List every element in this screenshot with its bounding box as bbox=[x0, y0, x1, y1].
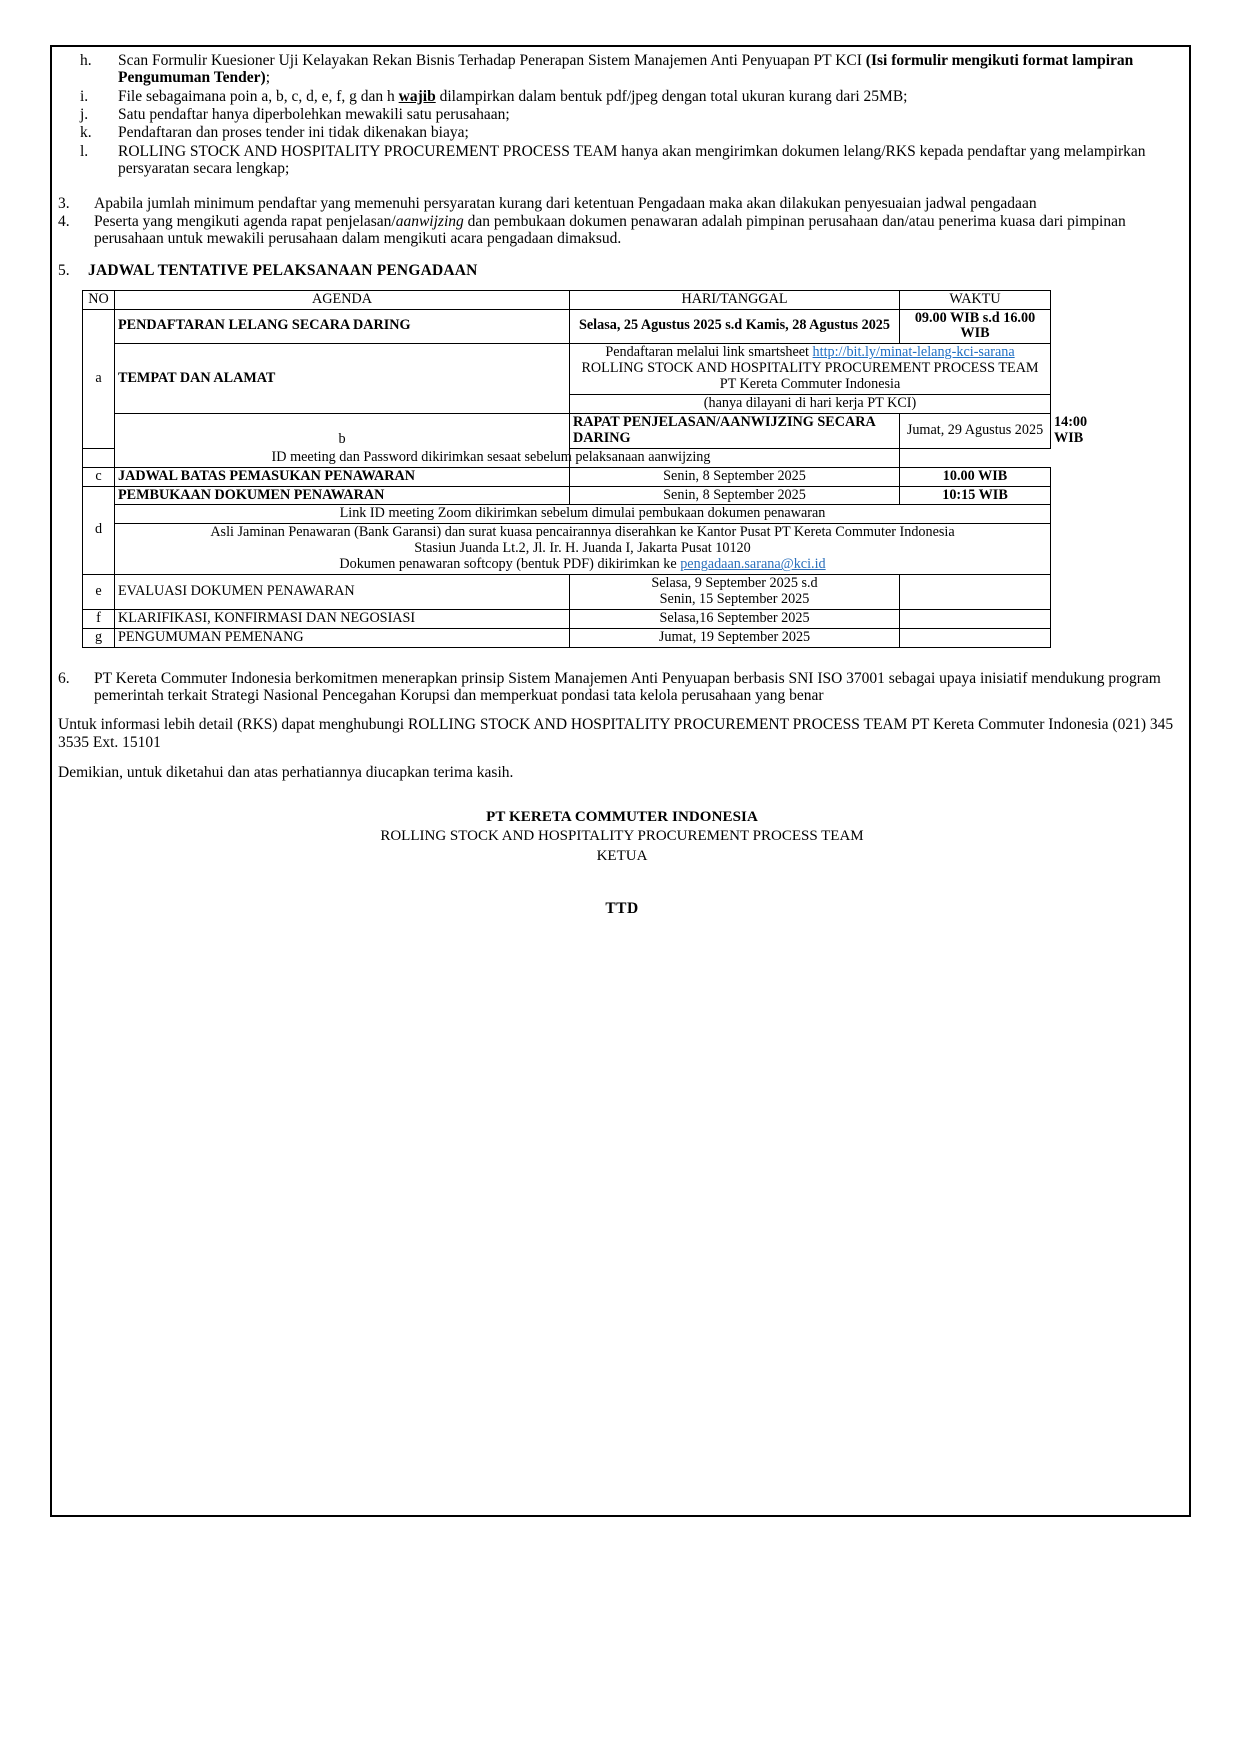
section-title: JADWAL TENTATIVE PELAKSANAAN PENGADAAN bbox=[88, 261, 478, 279]
table-row bbox=[83, 609, 1051, 628]
cell-waktu-evaluasi bbox=[900, 575, 1051, 610]
text-bold: (Isi formulir mengikuti format lampiran Pengumuman Tender) bbox=[118, 52, 1134, 87]
column-header-waktu: WAKTU bbox=[900, 290, 1051, 309]
signature-placeholder: TTD bbox=[605, 900, 639, 918]
list-item-text bbox=[118, 52, 1186, 87]
signoff-company: PT KERETA COMMUTER INDONESIA bbox=[486, 808, 758, 825]
table-row bbox=[83, 344, 1051, 395]
column-header-agenda: AGENDA bbox=[115, 290, 570, 309]
text-post: dilampirkan dalam bentuk pdf/jpeg dengan total ukuran kurang dari 25MB; bbox=[435, 87, 908, 105]
cell-waktu-pengumuman-pemenang bbox=[900, 628, 1051, 647]
list-item bbox=[58, 124, 1186, 141]
list-item-text: PT Kereta Commuter Indonesia berkomitmen menerapkan prinsip Sistem Manajemen Anti Penyuapan berbasis SNI ISO 37001 sebagai upaya inisiatif mendukung program pemerintah terkait Strategi Nasional Pencegahan Korupsi dan memperkuat pondasi tata kelola perusahaan yang benar bbox=[94, 669, 1161, 705]
detail-prefix: Pendaftaran melalui link smartsheet bbox=[605, 344, 813, 361]
cell-waktu-pembukaan-dokumen: 10:15 WIB bbox=[900, 486, 1051, 505]
table-row: b RAPAT PENJELASAN/AANWIJZING SECARA DARING Jumat, 29 Agustus 2025 14:00 WIB bbox=[83, 413, 1051, 448]
list-item-marker: h. bbox=[80, 52, 92, 69]
table-row bbox=[83, 467, 1051, 486]
cell-agenda-aanwijzing: RAPAT PENJELASAN/AANWIJZING SECARA DARING bbox=[570, 413, 900, 448]
note-line-3 bbox=[118, 557, 1047, 573]
list-item-marker: 3. bbox=[58, 194, 70, 212]
detail-line-1 bbox=[573, 345, 1047, 361]
list-item bbox=[58, 143, 1186, 178]
list-item bbox=[58, 106, 1186, 123]
row-letter-g: g bbox=[83, 628, 115, 647]
table-row bbox=[83, 486, 1051, 505]
section-heading-jadwal bbox=[58, 262, 1186, 280]
list-item-text: Satu pendaftar hanya diperbolehkan mewakili satu perusahaan; bbox=[118, 106, 510, 124]
table-row bbox=[83, 505, 1051, 524]
list-item-text: Apabila jumlah minimum pendaftar yang memenuhi persyaratan kurang dari ketentuan Pengadaan maka akan dilakukan penyesuaian jadwal pengadaan bbox=[94, 194, 1037, 212]
list-item-marker: i. bbox=[80, 87, 89, 105]
schedule-table bbox=[82, 290, 1088, 648]
cell-tanggal-evaluasi bbox=[570, 575, 900, 610]
cell-note-jaminan-penawaran bbox=[115, 524, 1051, 575]
text-pre: Peserta yang mengikuti agenda rapat penjelasan/ bbox=[94, 212, 396, 230]
cell-tanggal-pendaftaran: Selasa, 25 Agustus 2025 s.d Kamis, 28 Agustus 2025 bbox=[570, 309, 900, 344]
detail-line-2: ROLLING STOCK AND HOSPITALITY PROCUREMENT PROCESS TEAM PT Kereta Commuter Indonesia bbox=[581, 360, 1039, 393]
row-letter-e: e bbox=[83, 575, 115, 610]
schedule-table-wrapper bbox=[82, 290, 1176, 648]
list-item-marker: 6. bbox=[58, 669, 70, 687]
signoff-block bbox=[58, 808, 1186, 867]
signoff-role: KETUA bbox=[596, 847, 648, 864]
list-item-text bbox=[94, 213, 1186, 248]
list-item bbox=[58, 52, 1186, 87]
table-header-row bbox=[83, 290, 1051, 309]
table-row bbox=[83, 575, 1051, 610]
section-marker: 5. bbox=[58, 261, 70, 279]
text-italic: aanwijzing bbox=[395, 212, 464, 230]
text-underline-bold: wajib bbox=[398, 87, 436, 105]
numbered-items-list bbox=[58, 195, 1186, 248]
cell-tanggal-klarifikasi: Selasa,16 September 2025 bbox=[570, 609, 900, 628]
row-letter-a: a bbox=[83, 309, 115, 448]
table-row bbox=[83, 309, 1051, 344]
cell-agenda-pendaftaran: PENDAFTARAN LELANG SECARA DARING bbox=[115, 309, 570, 344]
list-item-marker: k. bbox=[80, 124, 92, 142]
list-item-text: ROLLING STOCK AND HOSPITALITY PROCUREMENT PROCESS TEAM hanya akan mengirimkan dokumen lelang/RKS kepada pendaftar yang melampirkan persyaratan secara lengkap; bbox=[118, 142, 1146, 178]
text-tail: ; bbox=[265, 69, 271, 87]
cell-agenda-klarifikasi: KLARIFIKASI, KONFIRMASI DAN NEGOSIASI bbox=[115, 609, 570, 628]
list-item bbox=[58, 88, 1186, 105]
registration-link[interactable]: http://bit.ly/minat-lelang-kci-sarana bbox=[812, 344, 1015, 361]
list-item-marker: j. bbox=[80, 106, 89, 124]
column-header-no: NO bbox=[83, 290, 115, 309]
document-content bbox=[58, 52, 1186, 918]
cell-note-aanwijzing: ID meeting dan Password dikirimkan sesaat sebelum pelaksanaan aanwijzing bbox=[83, 448, 900, 467]
list-item-marker: 4. bbox=[58, 212, 70, 230]
table-row bbox=[83, 448, 1051, 467]
column-header-hari-tanggal: HARI/TANGGAL bbox=[570, 290, 900, 309]
sub-items-list bbox=[58, 52, 1186, 178]
row-letter-b: b bbox=[115, 413, 570, 467]
cell-waktu-batas-penawaran: 10.00 WIB bbox=[900, 467, 1051, 486]
list-item bbox=[58, 213, 1186, 248]
row-letter-f: f bbox=[83, 609, 115, 628]
cell-agenda-pengumuman-pemenang: PENGUMUMAN PEMENANG bbox=[115, 628, 570, 647]
cell-detail-pendaftaran bbox=[570, 344, 1051, 395]
row-letter-c: c bbox=[83, 467, 115, 486]
text-pre: File sebagaimana poin a, b, c, d, e, f, g dan h bbox=[118, 87, 399, 105]
note-line-2: Stasiun Juanda Lt.2, Jl. Ir. H. Juanda I, Jakarta Pusat 10120 bbox=[414, 540, 751, 557]
list-item-text: Pendaftaran dan proses tender ini tidak dikenakan biaya; bbox=[118, 124, 469, 142]
table-row bbox=[83, 628, 1051, 647]
list-item-marker: l. bbox=[80, 142, 89, 160]
row-letter-d: d bbox=[83, 486, 115, 575]
email-link[interactable]: pengadaan.sarana@kci.id bbox=[680, 556, 826, 573]
signoff-team: ROLLING STOCK AND HOSPITALITY PROCUREMENT PROCESS TEAM bbox=[380, 828, 864, 845]
contact-info-paragraph: Untuk informasi lebih detail (RKS) dapat menghubungi ROLLING STOCK AND HOSPITALITY PROCUREMENT PROCESS TEAM PT Kereta Commuter Indonesia (021) 345 3535 Ext. 15101 bbox=[58, 716, 1174, 752]
cell-waktu-pendaftaran: 09.00 WIB s.d 16.00 WIB bbox=[900, 309, 1051, 344]
text-post: dan pembukaan dokumen penawaran adalah pimpinan perusahaan dan/atau penerima kuasa dari pimpinan perusahaan untuk mewakili perusahaan dalam mengikuti acara pengadaan dimaksud. bbox=[94, 212, 1126, 248]
cell-agenda-evaluasi: EVALUASI DOKUMEN PENAWARAN bbox=[115, 575, 570, 610]
cell-tanggal-pengumuman-pemenang: Jumat, 19 September 2025 bbox=[570, 628, 900, 647]
cell-agenda-tempat-alamat: TEMPAT DAN ALAMAT bbox=[115, 344, 570, 414]
note-prefix: Dokumen penawaran softcopy (bentuk PDF) dikirimkan ke bbox=[339, 556, 681, 573]
list-item bbox=[58, 195, 1186, 212]
cell-note-zoom-link: Link ID meeting Zoom dikirimkan sebelum dimulai pembukaan dokumen penawaran bbox=[115, 505, 1051, 524]
cell-agenda-pembukaan-dokumen: PEMBUKAAN DOKUMEN PENAWARAN bbox=[115, 486, 570, 505]
list-item-text bbox=[118, 88, 1186, 105]
text-plain: Scan Formulir Kuesioner Uji Kelayakan Rekan Bisnis Terhadap Penerapan Sistem Manajemen Anti Penyuapan PT KCI bbox=[118, 52, 866, 69]
thanks-paragraph: Demikian, untuk diketahui dan atas perhatiannya diucapkan terima kasih. bbox=[58, 764, 514, 782]
tanggal-line-2: Senin, 15 September 2025 bbox=[659, 591, 810, 607]
tanggal-line-1: Selasa, 9 September 2025 s.d bbox=[651, 575, 818, 592]
list-item bbox=[58, 670, 1186, 705]
cell-note-hari-kerja: (hanya dilayani di hari kerja PT KCI) bbox=[570, 395, 1051, 414]
cell-tanggal-batas-penawaran: Senin, 8 September 2025 bbox=[570, 467, 900, 486]
table-row bbox=[83, 524, 1051, 575]
cell-tanggal-pembukaan-dokumen: Senin, 8 September 2025 bbox=[570, 486, 900, 505]
cell-tanggal-aanwijzing: Jumat, 29 Agustus 2025 bbox=[900, 413, 1051, 448]
cell-waktu-klarifikasi bbox=[900, 609, 1051, 628]
cell-agenda-batas-penawaran: JADWAL BATAS PEMASUKAN PENAWARAN bbox=[115, 467, 570, 486]
note-line-1: Asli Jaminan Penawaran (Bank Garansi) dan surat kuasa pencairannya diserahkan ke Kantor Pusat PT Kereta Commuter Indonesia bbox=[210, 524, 955, 541]
